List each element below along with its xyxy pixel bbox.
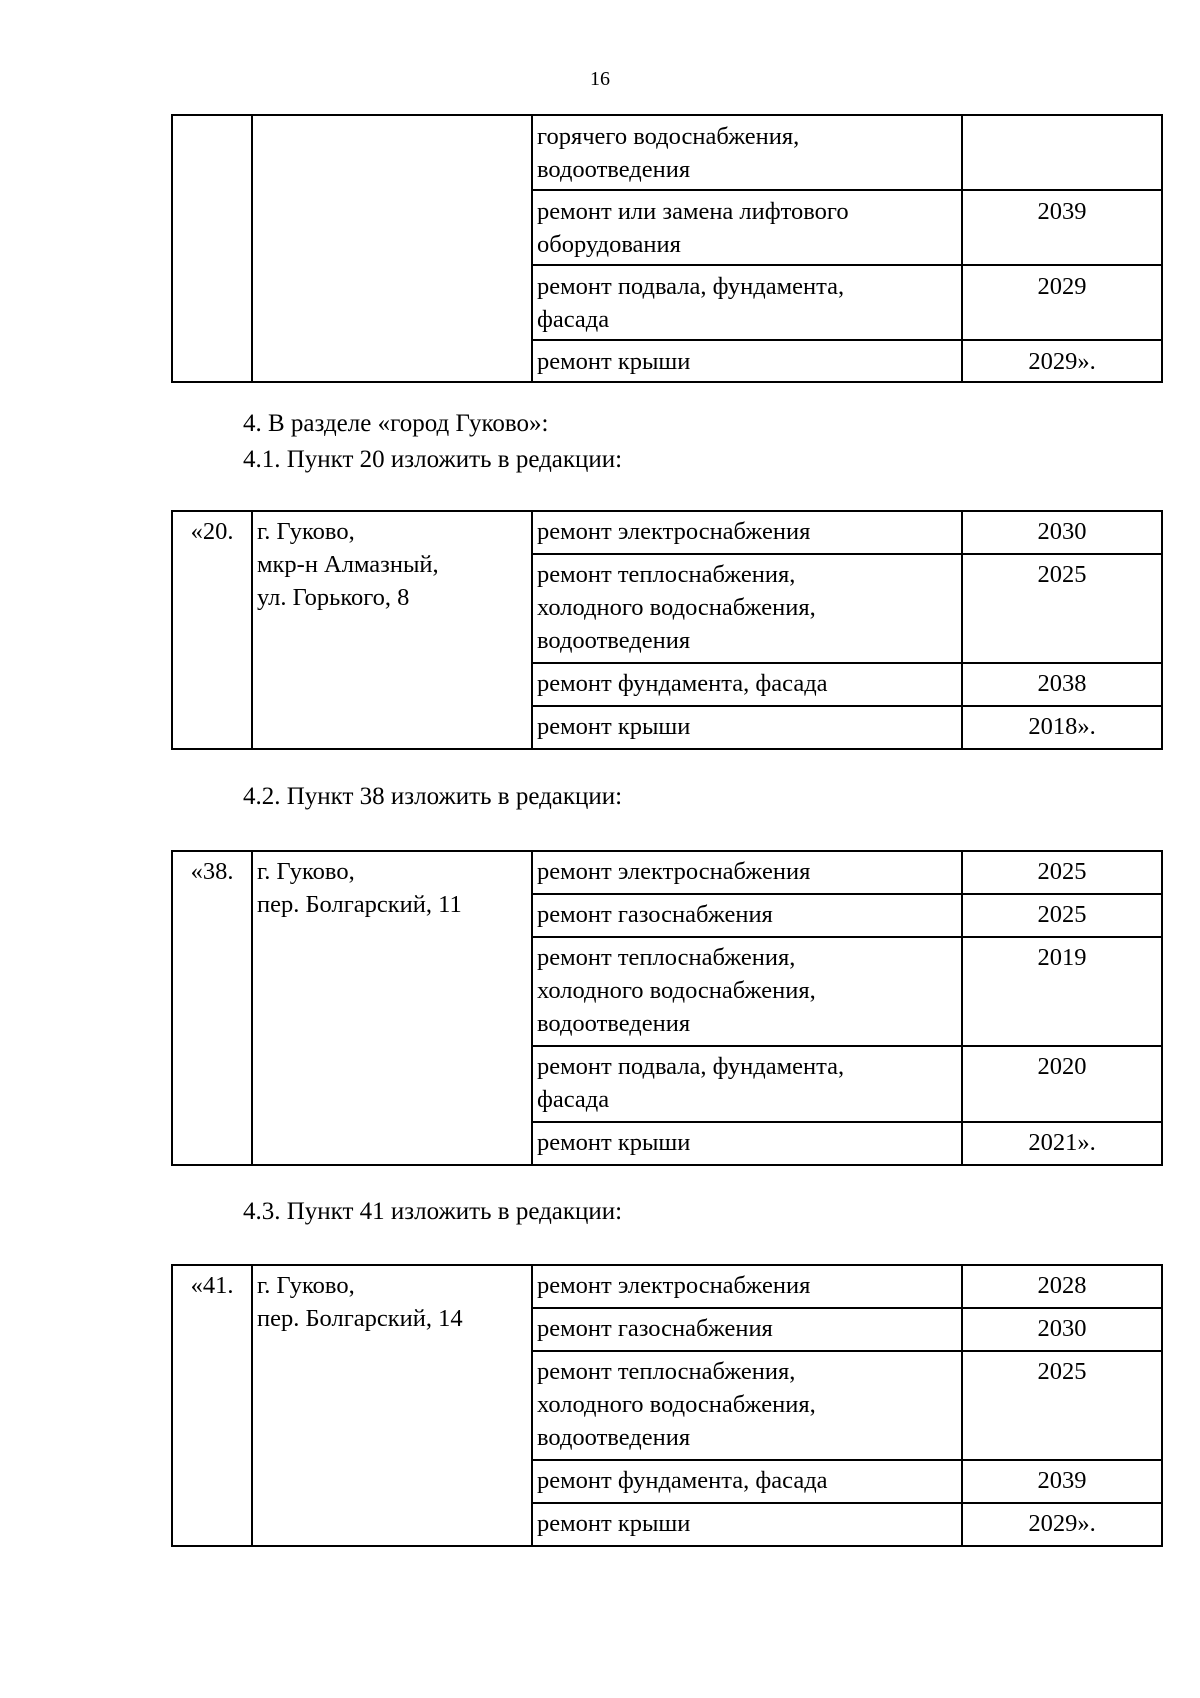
work-type-cell: ремонт электроснабжения: [532, 511, 962, 554]
year-cell: 2030: [962, 511, 1162, 554]
address-cell: [252, 115, 532, 382]
year-cell: 2019: [962, 937, 1162, 1046]
work-type-cell: ремонт теплоснабжения, холодного водоснабжения, водоотведения: [532, 937, 962, 1046]
year-cell: 2029: [962, 265, 1162, 340]
year-cell: 2039: [962, 190, 1162, 265]
item-number: «38.: [172, 851, 252, 1165]
work-type-cell: ремонт или замена лифтового оборудования: [532, 190, 962, 265]
year-cell: 2039: [962, 1460, 1162, 1503]
table-item-20: [171, 510, 1163, 750]
work-type-cell: ремонт фундамента, фасада: [532, 663, 962, 706]
work-type-cell: ремонт крыши: [532, 1503, 962, 1546]
address-cell: г. Гуково, мкр-н Алмазный, ул. Горького, 8: [252, 511, 532, 749]
table-row: [172, 115, 1162, 190]
work-type-cell: ремонт крыши: [532, 340, 962, 382]
year-cell: [962, 115, 1162, 190]
work-type-cell: ремонт электроснабжения: [532, 1265, 962, 1308]
table-row: [172, 511, 1162, 554]
year-cell: 2038: [962, 663, 1162, 706]
year-cell: 2025: [962, 554, 1162, 663]
year-cell: 2025: [962, 851, 1162, 894]
year-cell: 2029».: [962, 340, 1162, 382]
year-cell: 2020: [962, 1046, 1162, 1122]
address-cell: г. Гуково, пер. Болгарский, 11: [252, 851, 532, 1165]
work-type-cell: горячего водоснабжения, водоотведения: [532, 115, 962, 190]
paragraph-4-3: 4.3. Пункт 41 изложить в редакции:: [243, 1198, 623, 1225]
year-cell: 2025: [962, 1351, 1162, 1460]
year-cell: 2018».: [962, 706, 1162, 749]
table-row: [172, 851, 1162, 894]
address-cell: г. Гуково, пер. Болгарский, 14: [252, 1265, 532, 1546]
year-cell: 2030: [962, 1308, 1162, 1351]
work-type-cell: ремонт теплоснабжения, холодного водоснабжения, водоотведения: [532, 1351, 962, 1460]
item-number: «41.: [172, 1265, 252, 1546]
work-type-cell: ремонт крыши: [532, 706, 962, 749]
work-type-cell: ремонт подвала, фундамента, фасада: [532, 1046, 962, 1122]
year-cell: 2029».: [962, 1503, 1162, 1546]
work-type-cell: ремонт крыши: [532, 1122, 962, 1165]
table-item-38: [171, 850, 1163, 1166]
year-cell: 2028: [962, 1265, 1162, 1308]
page-number: 16: [590, 68, 610, 90]
item-number: [172, 115, 252, 382]
work-type-cell: ремонт фундамента, фасада: [532, 1460, 962, 1503]
work-type-cell: ремонт теплоснабжения, холодного водоснабжения, водоотведения: [532, 554, 962, 663]
work-type-cell: ремонт газоснабжения: [532, 1308, 962, 1351]
year-cell: 2021».: [962, 1122, 1162, 1165]
work-type-cell: ремонт электроснабжения: [532, 851, 962, 894]
year-cell: 2025: [962, 894, 1162, 937]
work-type-cell: ремонт подвала, фундамента, фасада: [532, 265, 962, 340]
paragraph-4-2: 4.2. Пункт 38 изложить в редакции:: [243, 783, 623, 810]
table-top-continued: [171, 114, 1163, 383]
item-number: «20.: [172, 511, 252, 749]
table-item-41: [171, 1264, 1163, 1547]
paragraph-section-4: 4. В разделе «город Гуково»:: [243, 410, 549, 437]
table-row: [172, 1265, 1162, 1308]
paragraph-4-1: 4.1. Пункт 20 изложить в редакции:: [243, 446, 623, 473]
work-type-cell: ремонт газоснабжения: [532, 894, 962, 937]
